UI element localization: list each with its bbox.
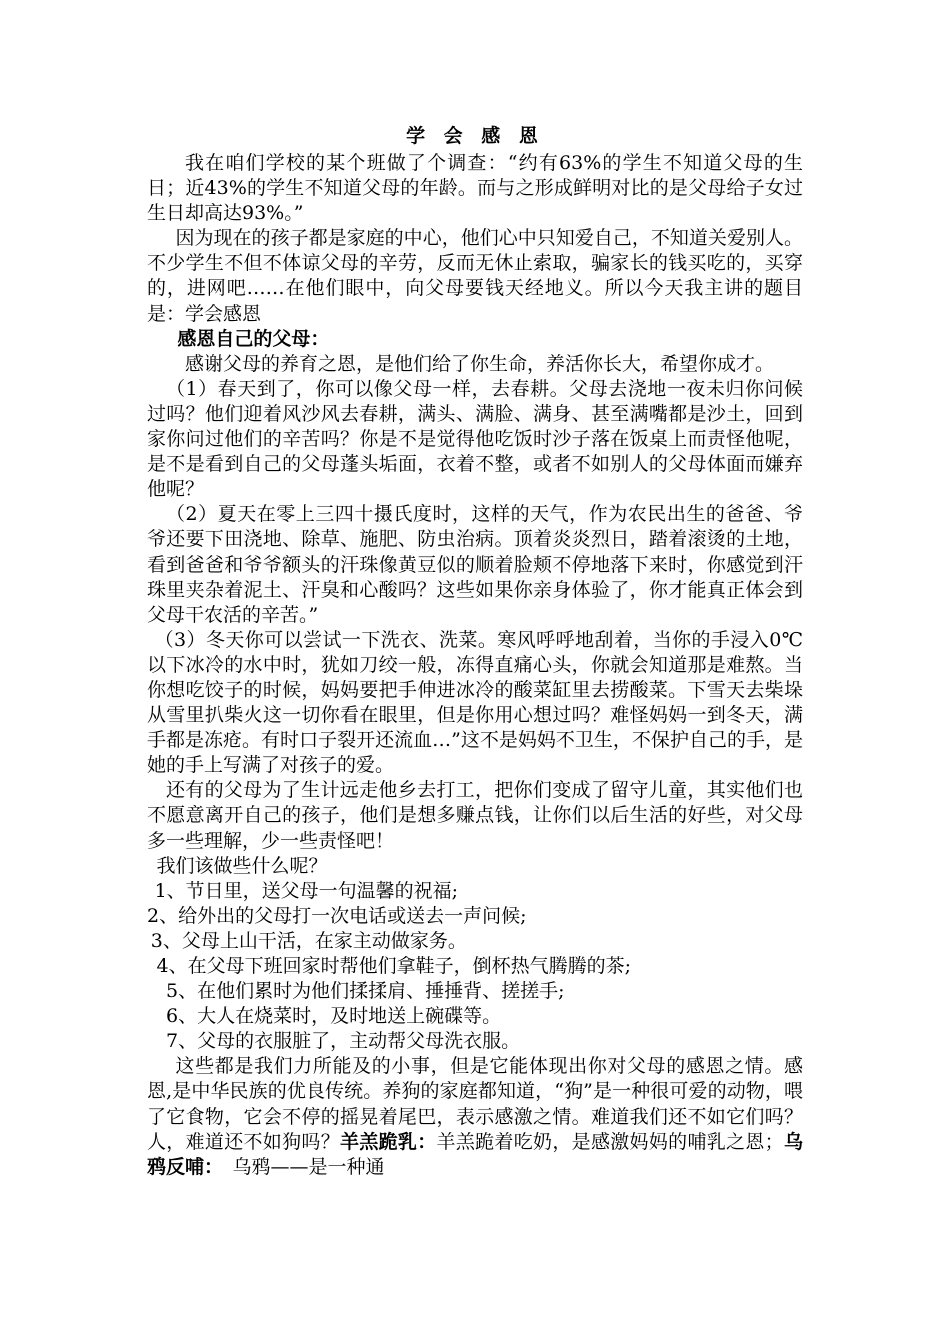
list-item: 7、父母的衣服脏了，主动帮父母洗衣服。 (166, 1030, 521, 1053)
paragraph-what-to-do: 我们该做些什么呢？ (156, 854, 328, 877)
bold-term-lamb: 羊羔跪乳： (340, 1130, 437, 1153)
document-title: 学 会 感 恩 (406, 125, 544, 147)
paragraph-summer: （2）夏天在零上三四十摄氏度时，这样的天气，作为农民出生的爸爸、爷爷还要下田浇地、除草、施肥、防虫治病。顶着炎炎烈日，踏着滚烫的土地，看到爸爸和爷爷额头的汗珠像黄豆似的顺着脸颊不停地落下来时，你感觉到汗珠里夹杂着泥土、汗臭和心酸吗？这些如果你亲身体验了，你才能真正体会到父母干农活的辛苦。” (147, 503, 803, 626)
closing-text-crow: 乌鸦——是一种通 (213, 1155, 385, 1178)
section-heading-parents: 感恩自己的父母： (177, 327, 330, 350)
paragraph-context: 因为现在的孩子都是家庭的中心，他们心中只知爱自己，不知道关爱别人。不少学生不但不体谅父母的辛劳，反而无休止索取，骗家长的钱买吃的，买穿的，进网吧……在他们眼中，向父母要钱天经地义。所以今天我主讲的题目是：学会感恩 (147, 227, 803, 325)
list-item: 3、父母上山干活，在家主动做家务。 (150, 929, 467, 952)
list-item: 5、在他们累时为他们揉揉肩、捶捶背、搓搓手; (166, 980, 565, 1003)
bold-term-crow: 乌鸦反哺： (147, 1130, 803, 1178)
list-item: 6、大人在烧菜时，及时地送上碗碟等。 (166, 1005, 502, 1028)
closing-text-lamb: 羊羔跪着吃奶，是感激妈妈的哺乳之恩； (436, 1130, 784, 1153)
paragraph-gratitude: 感谢父母的养育之恩，是他们给了你生命，养活你长大，希望你成才。 (185, 352, 775, 375)
paragraph-spring: （1）春天到了，你可以像父母一样，去春耕。父母去浇地一夜未归你问候过吗？他们迎着风沙风去春耕，满头、满脸、满身、甚至满嘴都是沙土，回到家你问过他们的辛苦吗？你是不是觉得他吃饭时沙子落在饭桌上而责怪他呢，是不是看到自己的父母蓬头垢面，衣着不整，或者不如别人的父母体面而嫌弃他呢？ (147, 377, 803, 501)
paragraph-survey: 我在咱们学校的某个班做了个调查：“约有63%的学生不知道父母的生日；近43%的学生不知道父母的年龄。而与之形成鲜明对比的是父母给子女过生日却高达93%。” (147, 152, 803, 225)
paragraph-migrant-parents: 还有的父母为了生计远走他乡去打工，把你们变成了留守儿童，其实他们也不愿意离开自己的孩子，他们是想多赚点钱，让你们以后生活的好些，对父母多一些理解，少一些责怪吧！ (147, 779, 803, 852)
list-item: 1、节日里，送父母一句温馨的祝福; (154, 879, 459, 902)
list-item: 2、给外出的父母打一次电话或送去一声问候; (147, 904, 527, 927)
closing-text: 这些都是我们力所能及的小事，但是它能体现出你对父母的感恩之情。感恩,是中华民族的优良传统。养狗的家庭都知道，“狗”是一种很可爱的动物，喂了它食物，它会不停的摇晃着尾巴，表示感激之情。难道我们还不如它们吗？人，难道还不如狗吗？ (147, 1055, 803, 1153)
paragraph-winter: （3）冬天你可以尝试一下洗衣、洗菜。寒风呼呼地刮着，当你的手浸入0℃以下冰冷的水中时，犹如刀绞一般，冻得直痛心头，你就会知道那是难熬。当你想吃饺子的时候，妈妈要把手伸进冰冷的酸菜缸里去捞酸菜。下雪天去柴垛从雪里扒柴火这一切你看在眼里，但是你用心想过吗？难怪妈妈一到冬天，满手都是冻疮。有时口子裂开还流血…”这不是妈妈不卫生，不保护自己的手，是她的手上写满了对孩子的爱。 (147, 628, 803, 777)
list-item: 4、在父母下班回家时帮他们拿鞋子，倒杯热气腾腾的茶; (156, 955, 631, 977)
document-body (147, 124, 803, 1180)
paragraph-closing (147, 1054, 803, 1179)
